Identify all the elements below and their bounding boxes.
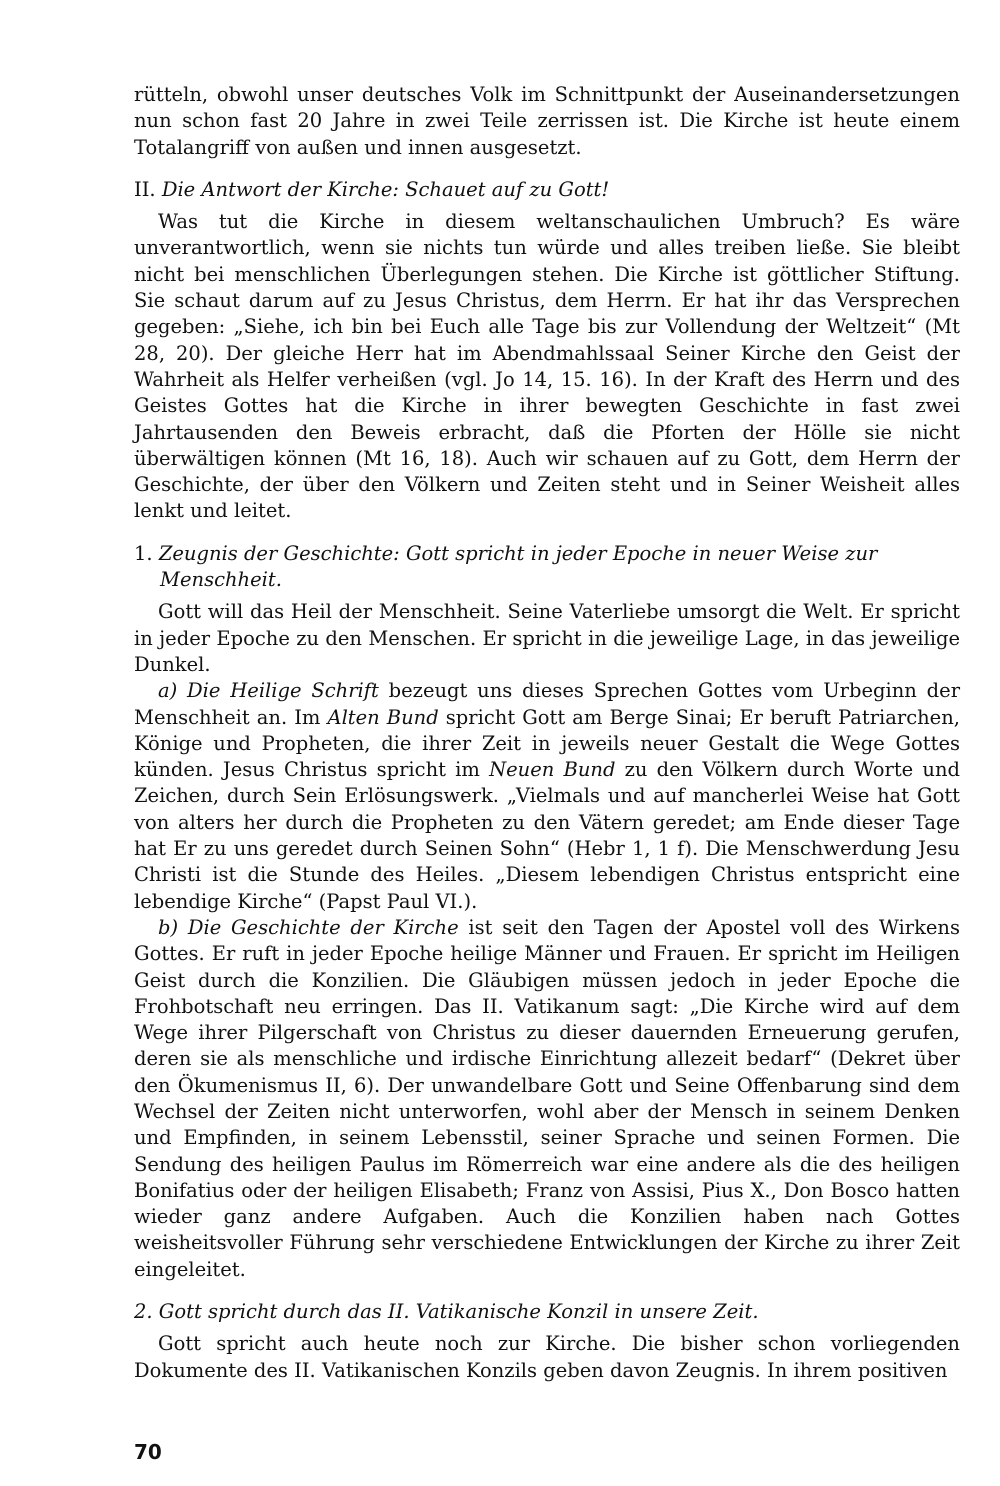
- lead-heilige-schrift: a) Die Heilige Schrift: [158, 679, 379, 703]
- lead-geschichte-kirche: b) Die Geschichte der Kirche: [158, 915, 459, 939]
- paragraph-geschichte-kirche: [134, 915, 960, 1283]
- subsection-heading-1: [134, 541, 960, 594]
- paragraph-konzil: Gott spricht auch heute noch zur Kirche. Die bisher schon vorliegenden Dokumente des II. Vatikanischen Konzils geben davon Zeugnis. In ihrem positiven: [134, 1332, 960, 1382]
- subsection-title: Zeugnis der Geschichte: Gott spricht in jeder Epoche in neuer Weise zur Menschheit.: [158, 541, 878, 592]
- paragraph-heil: Gott will das Heil der Menschheit. Seine Vaterliebe umsorgt die Welt. Er spricht in jeder Epoche zu den Menschen. Er spricht in die jeweilige Lage, in das jeweilige Dunkel.: [134, 600, 960, 676]
- subsection-number: 1.: [134, 541, 153, 565]
- paragraph-antwort: Was tut die Kirche in diesem weltanschaulichen Umbruch? Es wäre unverantwortlich, wenn sie nichts tun würde und alles treiben ließe. Sie bleibt nicht bei menschlichen Überlegungen stehen. Die Kirche ist göttlicher Stiftung. Sie schaut darum auf zu Jesus Christus, dem Herrn. Er hat ihr das Versprechen gegeben: „Siehe, ich bin bei Euch alle Tage bis zur Vollendung der Weltzeit“ (Mt 28, 20). Der gleiche Herr hat im Abendmahlssaal Seiner Kirche den Geist der Wahrheit als Helfer verheißen (vgl. Jo 14, 15. 16). In der Kraft des Herrn und des Geistes Gottes hat die Kirche in ihrer bewegten Geschichte in fast zwei Jahrtausenden den Beweis erbracht, daß die Pforten der Hölle sie nicht überwältigen können (Mt 16, 18). Auch wir schauen auf zu Gott, dem Herrn der Geschichte, der über den Völkern und Zeiten steht und in Seiner Weisheit alles lenkt und leitet.: [134, 210, 960, 523]
- text-run: zu den Völkern durch Worte und Zeichen, durch Sein Erlösungswerk. „Vielmals und auf mancherlei Weise hat Gott von alters her durch die Propheten zu den Vätern geredet; am Ende dieser Tage hat Er zu uns geredet durch Seinen Sohn“ (Hebr 1, 1 f). Die Menschwerdung Jesu Christi ist die Stunde des Heiles. „Diesem lebendigen Christus entspricht eine lebendige Kirche“ (Papst Paul VI.).: [134, 758, 960, 913]
- section-number: II.: [134, 177, 156, 201]
- section-title: Die Antwort der Kirche: Schauet auf zu Gott!: [161, 177, 610, 201]
- section-heading-ii: [134, 177, 960, 203]
- emphasis-neuer-bund: Neuen Bund: [489, 758, 616, 782]
- emphasis-alter-bund: Alten Bund: [327, 705, 439, 729]
- paragraph-heilige-schrift: [134, 678, 960, 915]
- subsection-title: 2. Gott spricht durch das II. Vatikanische Konzil in unsere Zeit.: [134, 1300, 759, 1324]
- subsection-heading-2: [134, 1299, 960, 1325]
- text-run: spricht Gott am Berge Sinai; Er beruft Patriarchen, Könige und Propheten, die ihrer Zeit in jeweils neuer Gestalt die Wege Gottes künden. Jesus Christus spricht im: [134, 705, 960, 782]
- text-run: bezeugt uns dieses Sprechen Gottes vom Urbeginn der Menschheit an. Im: [134, 679, 961, 729]
- book-page-body: [134, 82, 960, 1384]
- text-run: ist seit den Tagen der Apostel voll des Wirkens Gottes. Er ruft in jeder Epoche heilige Männer und Frauen. Er spricht im Heiligen Geist durch die Konzilien. Die Gläubigen müssen jedoch in jeder Epoche die Frohbotschaft neu erringen. Das II. Vatikanum sagt: „Die Kirche wird auf dem Wege ihrer Pilgerschaft von Christus zu dieser dauernden Erneuerung gerufen, deren sie als menschliche und irdische Einrichtung allezeit bedarf“ (Dekret über den Ökumenismus II, 6). Der unwandelbare Gott und Seine Offenbarung sind dem Wechsel der Zeiten nicht unterworfen, wohl aber der Mensch in seinem Denken und Empfinden, in seinem Lebensstil, seiner Sprache und seinen Formen. Die Sendung des heiligen Paulus im Römerreich war eine andere als die des heiligen Bonifatius oder der heiligen Elisabeth; Franz von Assisi, Pius X., Don Bosco hatten wieder ganz andere Aufgaben. Auch die Konzilien haben nach Gottes weisheitsvoller Führung sehr verschiedene Entwicklungen der Kirche zu ihrer Zeit eingeleitet.: [134, 915, 960, 1281]
- page-number: 70: [134, 1440, 162, 1464]
- paragraph-continuation: rütteln, obwohl unser deutsches Volk im Schnittpunkt der Auseinandersetzungen nun schon fast 20 Jahre in zwei Teile zerrissen ist. Die Kirche ist heute einem Totalangriff von außen und innen ausgesetzt.: [134, 83, 960, 159]
